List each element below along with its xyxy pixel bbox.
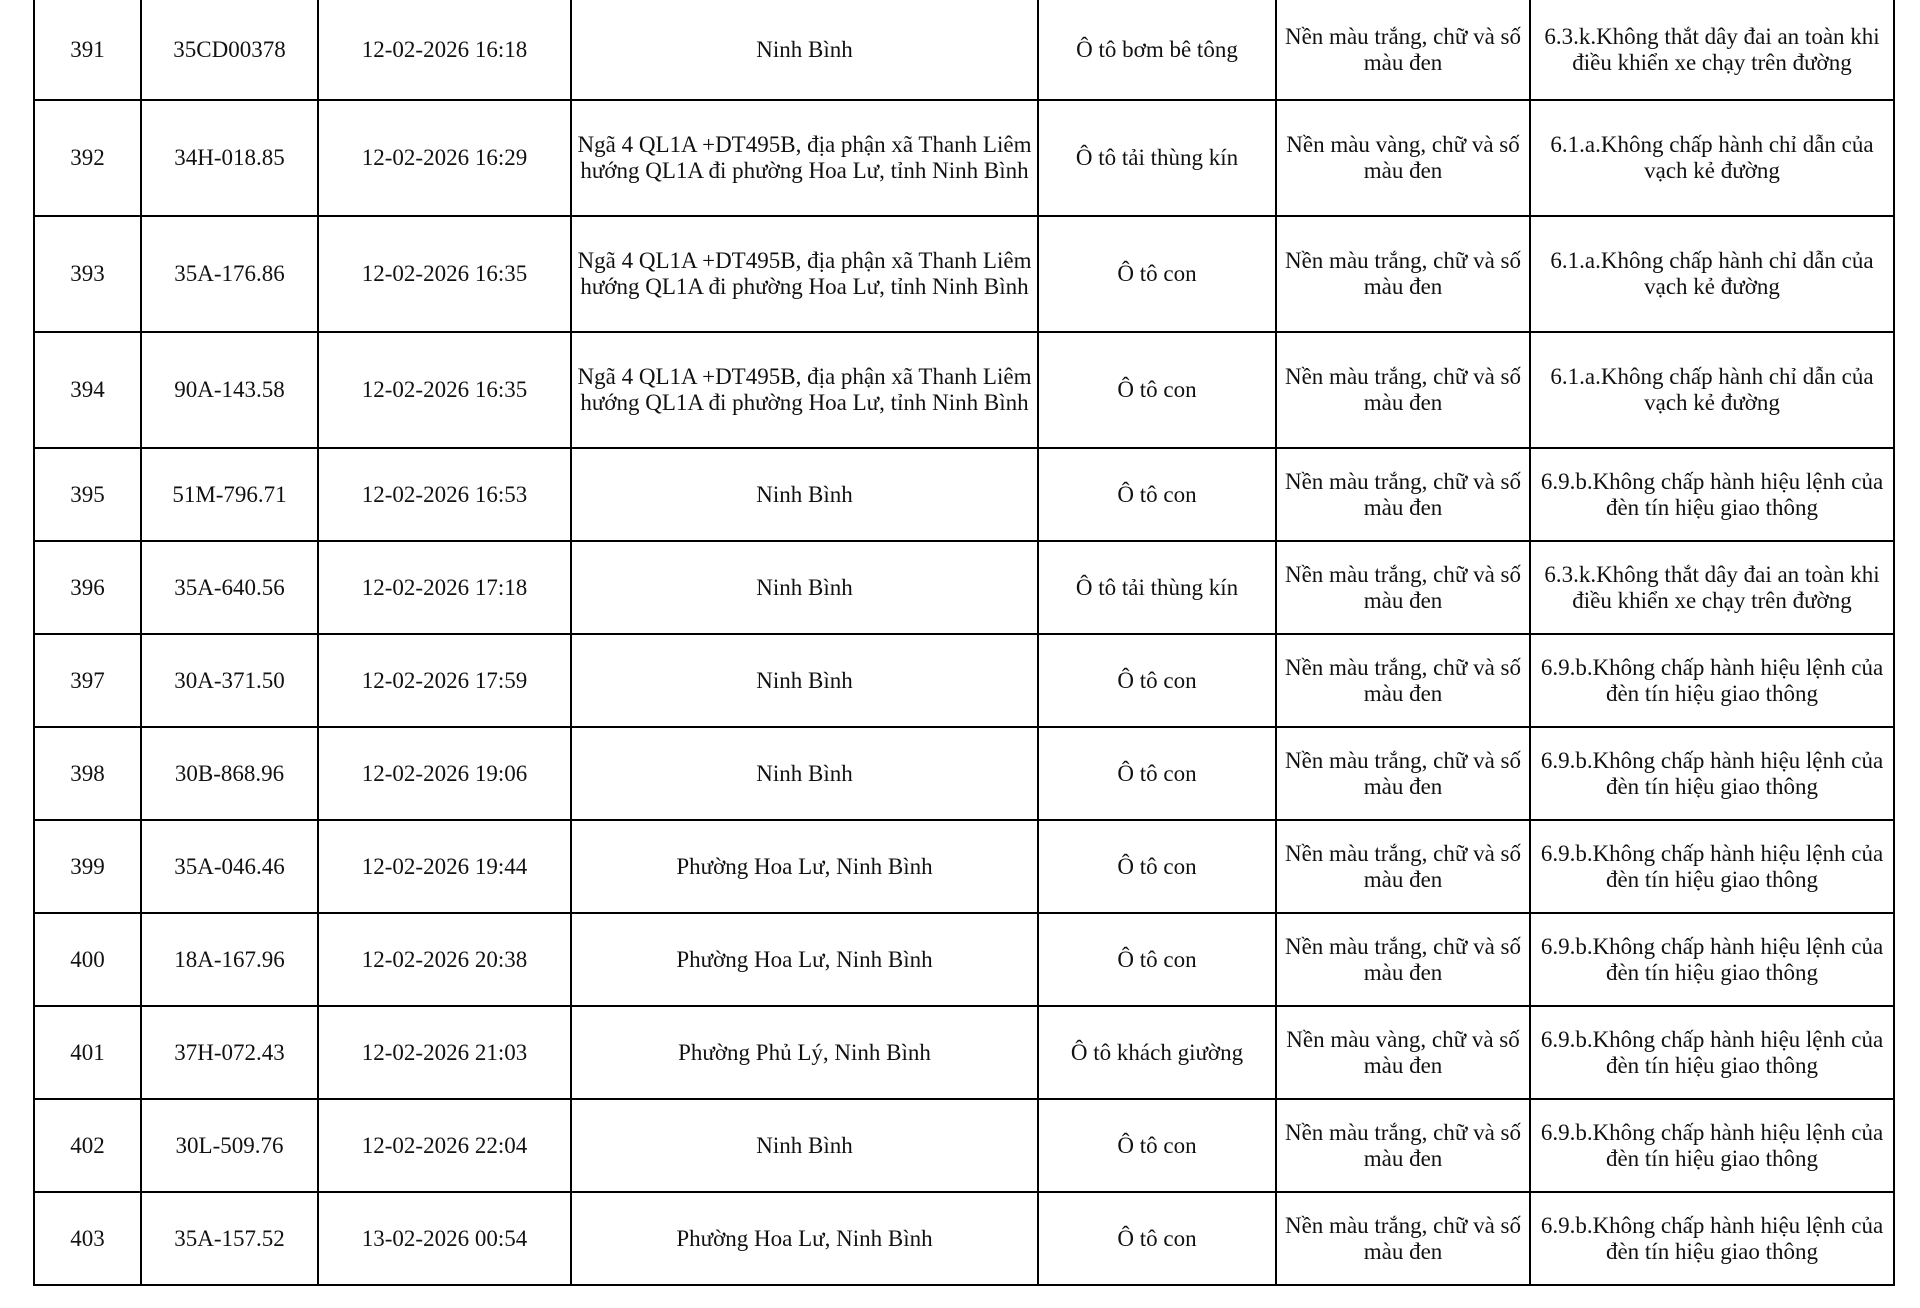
violation-place: Phường Hoa Lư, Ninh Bình bbox=[571, 913, 1038, 1006]
vehicle-type: Ô tô tải thùng kín bbox=[1038, 100, 1276, 216]
license-plate: 51M-796.71 bbox=[141, 448, 318, 541]
vehicle-type: Ô tô khách giường bbox=[1038, 1006, 1276, 1099]
row-number: 397 bbox=[34, 634, 141, 727]
vehicle-type: Ô tô con bbox=[1038, 1192, 1276, 1285]
license-plate: 34H-018.85 bbox=[141, 100, 318, 216]
plate-color: Nền màu trắng, chữ và số màu đen bbox=[1276, 820, 1530, 913]
license-plate: 35CD00378 bbox=[141, 0, 318, 100]
violation-place: Ninh Bình bbox=[571, 634, 1038, 727]
row-number: 401 bbox=[34, 1006, 141, 1099]
violation-description: 6.9.b.Không chấp hành hiệu lệnh của đèn tín hiệu giao thông bbox=[1530, 634, 1894, 727]
table-row bbox=[34, 0, 1894, 100]
table-row bbox=[34, 634, 1894, 727]
license-plate: 37H-072.43 bbox=[141, 1006, 318, 1099]
table-row bbox=[34, 332, 1894, 448]
row-number: 391 bbox=[34, 0, 141, 100]
table-row bbox=[34, 541, 1894, 634]
violation-description: 6.3.k.Không thắt dây đai an toàn khi điều khiển xe chạy trên đường bbox=[1530, 541, 1894, 634]
vehicle-type: Ô tô con bbox=[1038, 1099, 1276, 1192]
violation-place: Ninh Bình bbox=[571, 0, 1038, 100]
violation-place: Phường Phủ Lý, Ninh Bình bbox=[571, 1006, 1038, 1099]
violation-place: Ngã 4 QL1A +DT495B, địa phận xã Thanh Liêm hướng QL1A đi phường Hoa Lư, tỉnh Ninh Bình bbox=[571, 100, 1038, 216]
violation-description: 6.9.b.Không chấp hành hiệu lệnh của đèn tín hiệu giao thông bbox=[1530, 913, 1894, 1006]
violation-time: 12-02-2026 16:35 bbox=[318, 332, 571, 448]
violation-description: 6.9.b.Không chấp hành hiệu lệnh của đèn tín hiệu giao thông bbox=[1530, 1099, 1894, 1192]
license-plate: 35A-176.86 bbox=[141, 216, 318, 332]
row-number: 396 bbox=[34, 541, 141, 634]
vehicle-type: Ô tô con bbox=[1038, 634, 1276, 727]
plate-color: Nền màu vàng, chữ và số màu đen bbox=[1276, 100, 1530, 216]
row-number: 400 bbox=[34, 913, 141, 1006]
license-plate: 30A-371.50 bbox=[141, 634, 318, 727]
violation-time: 12-02-2026 16:29 bbox=[318, 100, 571, 216]
violation-place: Ngã 4 QL1A +DT495B, địa phận xã Thanh Liêm hướng QL1A đi phường Hoa Lư, tỉnh Ninh Bình bbox=[571, 216, 1038, 332]
table-row bbox=[34, 820, 1894, 913]
table-row bbox=[34, 1099, 1894, 1192]
violation-place: Ninh Bình bbox=[571, 448, 1038, 541]
plate-color: Nền màu trắng, chữ và số màu đen bbox=[1276, 1192, 1530, 1285]
violation-description: 6.9.b.Không chấp hành hiệu lệnh của đèn tín hiệu giao thông bbox=[1530, 727, 1894, 820]
row-number: 399 bbox=[34, 820, 141, 913]
plate-color: Nền màu trắng, chữ và số màu đen bbox=[1276, 634, 1530, 727]
table-row bbox=[34, 448, 1894, 541]
license-plate: 18A-167.96 bbox=[141, 913, 318, 1006]
violation-description: 6.9.b.Không chấp hành hiệu lệnh của đèn tín hiệu giao thông bbox=[1530, 1192, 1894, 1285]
license-plate: 30B-868.96 bbox=[141, 727, 318, 820]
violation-time: 12-02-2026 16:53 bbox=[318, 448, 571, 541]
violation-time: 12-02-2026 17:18 bbox=[318, 541, 571, 634]
plate-color: Nền màu trắng, chữ và số màu đen bbox=[1276, 913, 1530, 1006]
row-number: 392 bbox=[34, 100, 141, 216]
violation-time: 13-02-2026 00:54 bbox=[318, 1192, 571, 1285]
violation-description: 6.9.b.Không chấp hành hiệu lệnh của đèn tín hiệu giao thông bbox=[1530, 448, 1894, 541]
license-plate: 35A-046.46 bbox=[141, 820, 318, 913]
violation-description: 6.1.a.Không chấp hành chỉ dẫn của vạch kẻ đường bbox=[1530, 332, 1894, 448]
vehicle-type: Ô tô con bbox=[1038, 448, 1276, 541]
violation-time: 12-02-2026 16:35 bbox=[318, 216, 571, 332]
row-number: 402 bbox=[34, 1099, 141, 1192]
table-row bbox=[34, 100, 1894, 216]
vehicle-type: Ô tô tải thùng kín bbox=[1038, 541, 1276, 634]
violation-place: Ngã 4 QL1A +DT495B, địa phận xã Thanh Liêm hướng QL1A đi phường Hoa Lư, tỉnh Ninh Bình bbox=[571, 332, 1038, 448]
violation-description: 6.9.b.Không chấp hành hiệu lệnh của đèn tín hiệu giao thông bbox=[1530, 820, 1894, 913]
license-plate: 30L-509.76 bbox=[141, 1099, 318, 1192]
violation-description: 6.1.a.Không chấp hành chỉ dẫn của vạch kẻ đường bbox=[1530, 216, 1894, 332]
vehicle-type: Ô tô con bbox=[1038, 332, 1276, 448]
table-row bbox=[34, 1192, 1894, 1285]
plate-color: Nền màu trắng, chữ và số màu đen bbox=[1276, 727, 1530, 820]
violations-table bbox=[33, 0, 1895, 1286]
violation-place: Phường Hoa Lư, Ninh Bình bbox=[571, 1192, 1038, 1285]
vehicle-type: Ô tô con bbox=[1038, 820, 1276, 913]
table-row bbox=[34, 216, 1894, 332]
violation-time: 12-02-2026 19:44 bbox=[318, 820, 571, 913]
license-plate: 35A-640.56 bbox=[141, 541, 318, 634]
row-number: 398 bbox=[34, 727, 141, 820]
license-plate: 35A-157.52 bbox=[141, 1192, 318, 1285]
violation-description: 6.3.k.Không thắt dây đai an toàn khi điều khiển xe chạy trên đường bbox=[1530, 0, 1894, 100]
violation-time: 12-02-2026 20:38 bbox=[318, 913, 571, 1006]
violation-time: 12-02-2026 17:59 bbox=[318, 634, 571, 727]
violation-time: 12-02-2026 19:06 bbox=[318, 727, 571, 820]
table-row bbox=[34, 913, 1894, 1006]
row-number: 403 bbox=[34, 1192, 141, 1285]
vehicle-type: Ô tô con bbox=[1038, 216, 1276, 332]
plate-color: Nền màu trắng, chữ và số màu đen bbox=[1276, 448, 1530, 541]
license-plate: 90A-143.58 bbox=[141, 332, 318, 448]
row-number: 393 bbox=[34, 216, 141, 332]
vehicle-type: Ô tô bơm bê tông bbox=[1038, 0, 1276, 100]
violation-description: 6.9.b.Không chấp hành hiệu lệnh của đèn tín hiệu giao thông bbox=[1530, 1006, 1894, 1099]
violation-time: 12-02-2026 21:03 bbox=[318, 1006, 571, 1099]
plate-color: Nền màu trắng, chữ và số màu đen bbox=[1276, 1099, 1530, 1192]
violation-time: 12-02-2026 16:18 bbox=[318, 0, 571, 100]
plate-color: Nền màu vàng, chữ và số màu đen bbox=[1276, 1006, 1530, 1099]
plate-color: Nền màu trắng, chữ và số màu đen bbox=[1276, 0, 1530, 100]
violation-place: Ninh Bình bbox=[571, 1099, 1038, 1192]
violation-place: Ninh Bình bbox=[571, 727, 1038, 820]
violation-description: 6.1.a.Không chấp hành chỉ dẫn của vạch kẻ đường bbox=[1530, 100, 1894, 216]
row-number: 394 bbox=[34, 332, 141, 448]
violation-place: Phường Hoa Lư, Ninh Bình bbox=[571, 820, 1038, 913]
violation-time: 12-02-2026 22:04 bbox=[318, 1099, 571, 1192]
table-row bbox=[34, 727, 1894, 820]
vehicle-type: Ô tô con bbox=[1038, 913, 1276, 1006]
plate-color: Nền màu trắng, chữ và số màu đen bbox=[1276, 216, 1530, 332]
vehicle-type: Ô tô con bbox=[1038, 727, 1276, 820]
row-number: 395 bbox=[34, 448, 141, 541]
plate-color: Nền màu trắng, chữ và số màu đen bbox=[1276, 332, 1530, 448]
plate-color: Nền màu trắng, chữ và số màu đen bbox=[1276, 541, 1530, 634]
table-row bbox=[34, 1006, 1894, 1099]
violation-place: Ninh Bình bbox=[571, 541, 1038, 634]
